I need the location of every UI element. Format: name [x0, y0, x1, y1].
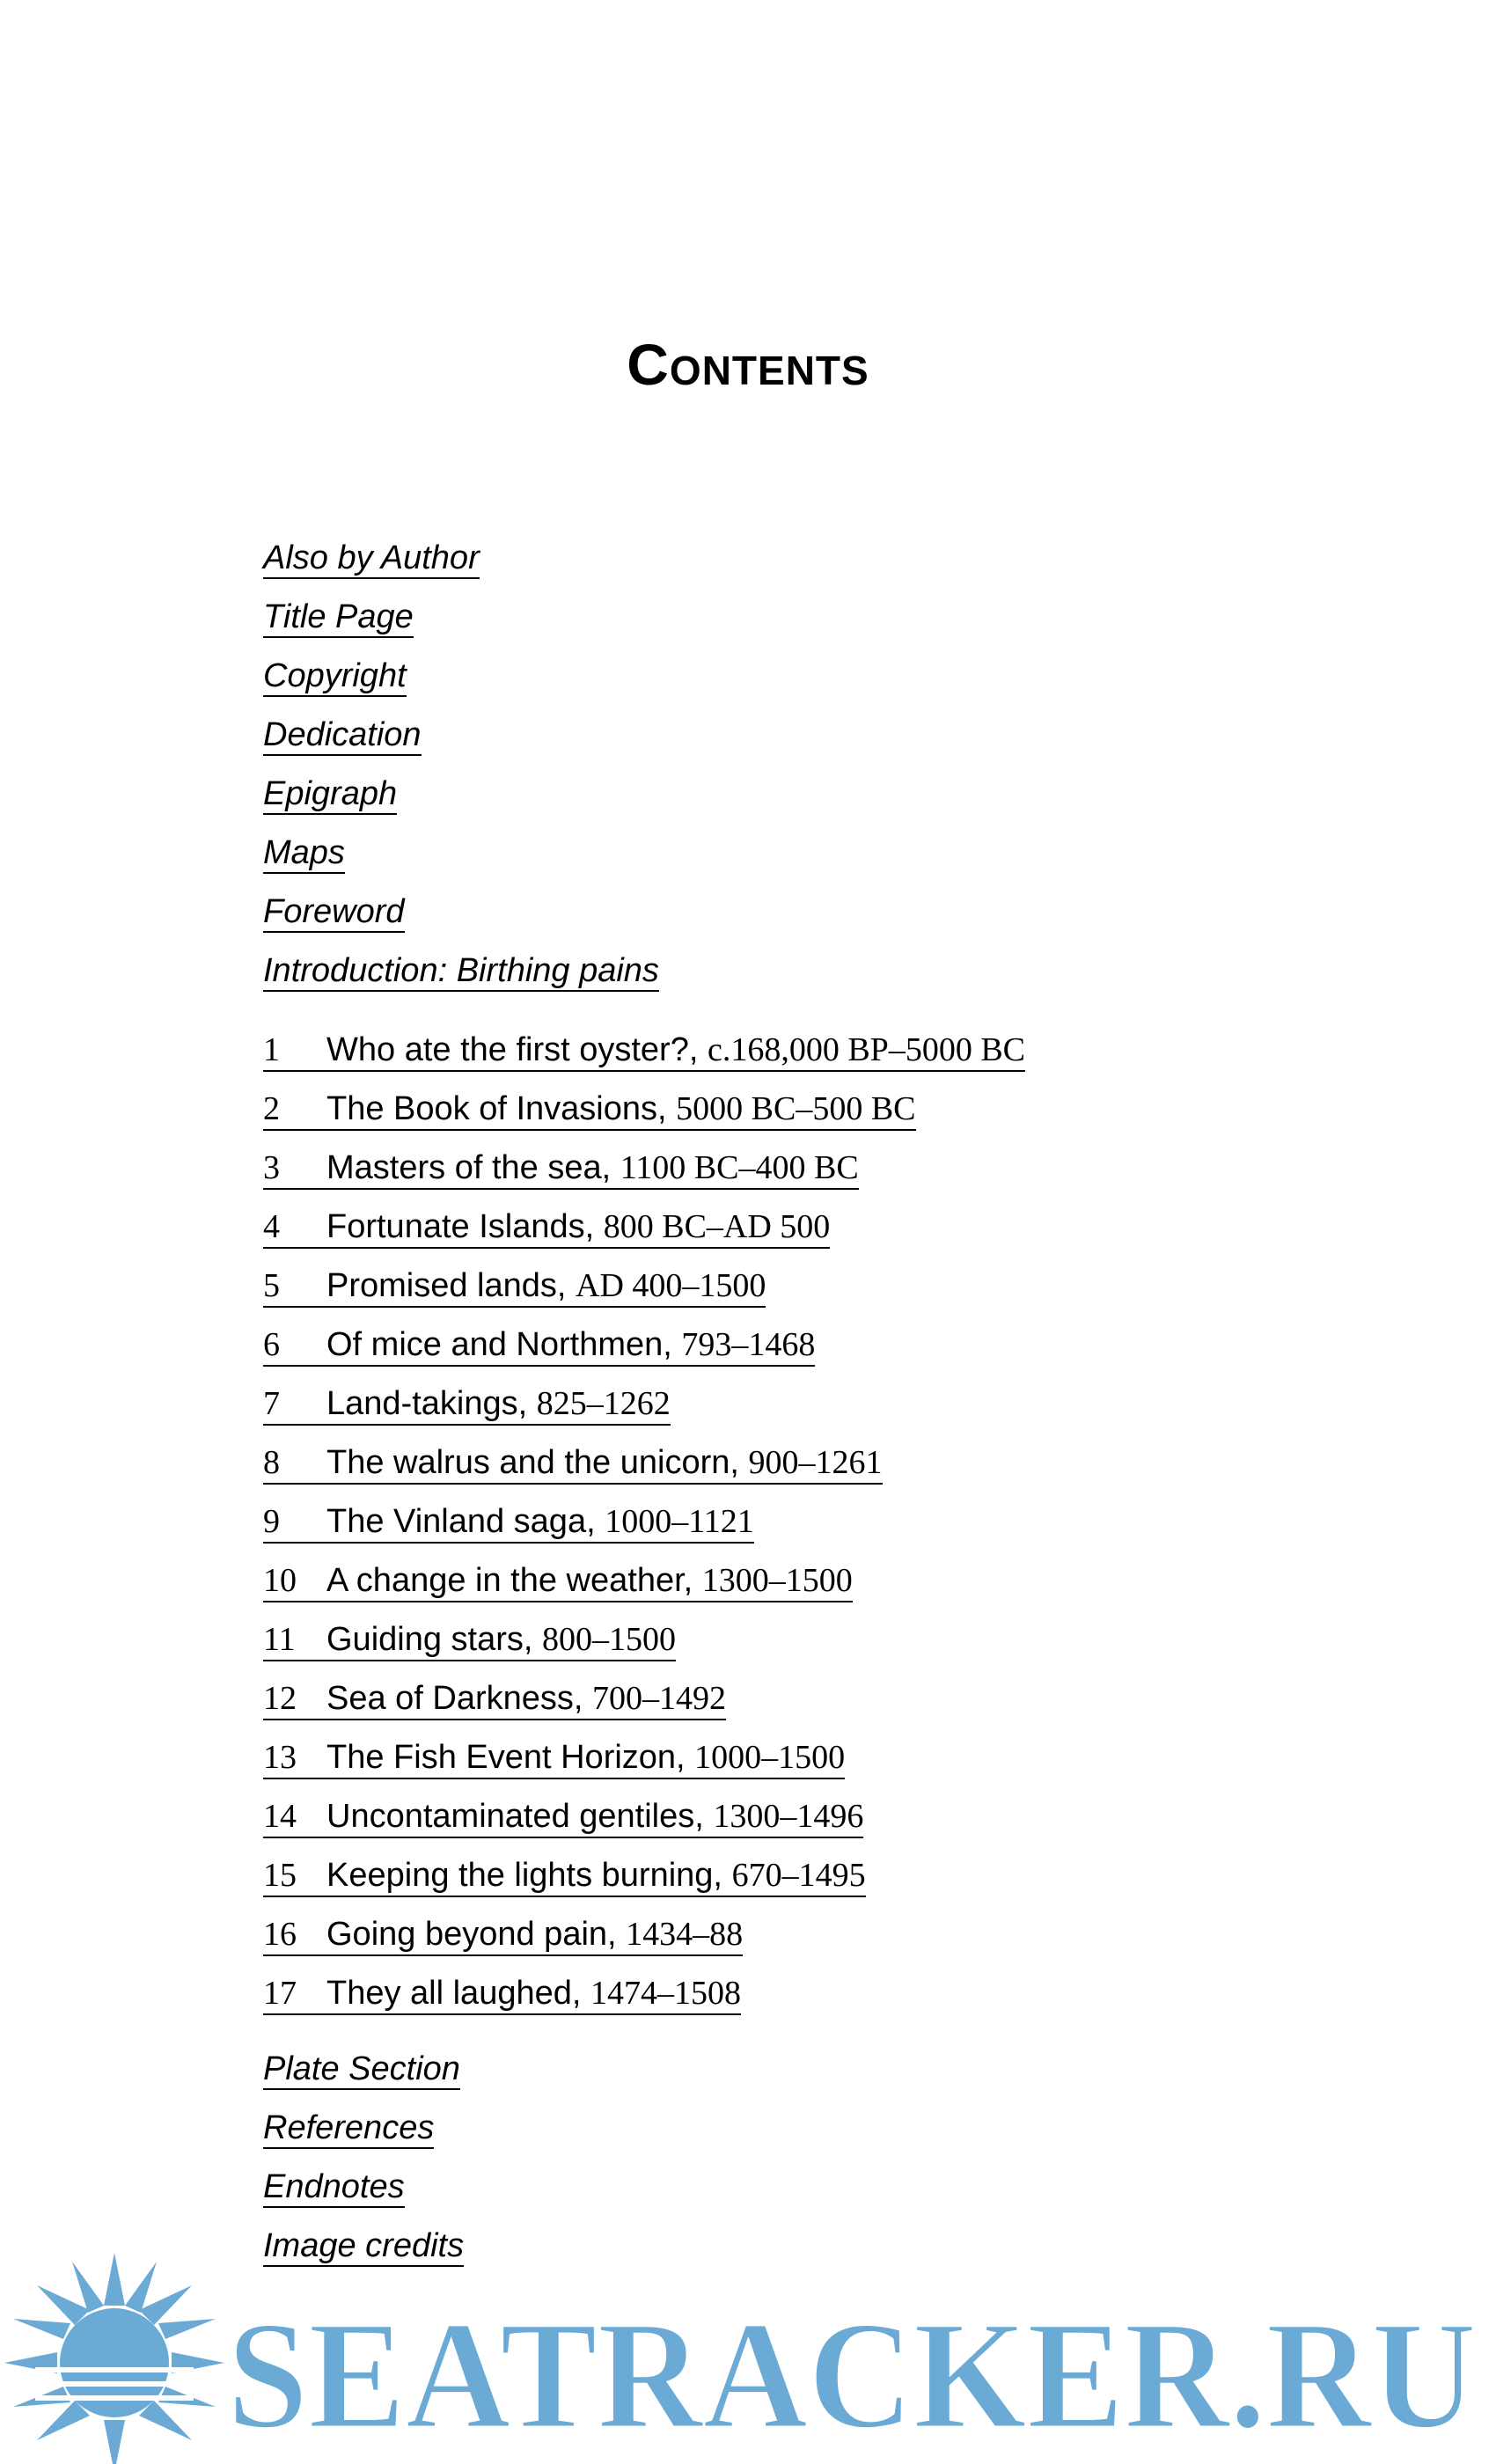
toc-chapter-7[interactable]: 7 Land-takings, 825–1262	[263, 1384, 671, 1426]
toc-chapter-4[interactable]: 4 Fortunate Islands, 800 BC–AD 500	[263, 1207, 830, 1249]
toc-link-also-by-author[interactable]: Also by Author	[263, 539, 480, 577]
toc-link-endnotes[interactable]: Endnotes	[263, 2167, 405, 2206]
page-title	[0, 331, 1496, 398]
toc-chapter-8[interactable]: 8 The walrus and the unicorn, 900–1261	[263, 1443, 883, 1485]
sun-stripe	[35, 2395, 194, 2401]
toc-link-image-credits[interactable]: Image credits	[263, 2226, 464, 2265]
toc-chapter-12[interactable]: 12 Sea of Darkness, 700–1492	[263, 1679, 726, 1720]
toc-chapter-10[interactable]: 10 A change in the weather, 1300–1500	[263, 1561, 853, 1602]
sun-stripe	[35, 2367, 194, 2372]
page-title-text: Contents	[627, 332, 869, 397]
watermark	[0, 2235, 1496, 2464]
toc-chapter-2[interactable]: 2 The Book of Invasions, 5000 BC–500 BC	[263, 1089, 916, 1131]
toc-link-introduction[interactable]: Introduction: Birthing pains	[263, 951, 659, 990]
toc-chapter-13[interactable]: 13 The Fish Event Horizon, 1000–1500	[263, 1738, 845, 1779]
toc-chapter-1[interactable]: 1 Who ate the first oyster?, c.168,000 BP–5000 BC	[263, 1030, 1025, 1072]
toc-link-maps[interactable]: Maps	[263, 833, 345, 872]
toc-link-title-page[interactable]: Title Page	[263, 598, 414, 636]
toc-chapter-17[interactable]: 17 They all laughed, 1474–1508	[263, 1974, 741, 2015]
toc-chapter-16[interactable]: 16 Going beyond pain, 1434–88	[263, 1915, 743, 1956]
watermark-text: SEATRACKER.RU	[227, 2290, 1477, 2461]
toc-chapter-3[interactable]: 3 Masters of the sea, 1100 BC–400 BC	[263, 1148, 859, 1190]
toc-chapter-5[interactable]: 5 Promised lands, AD 400–1500	[263, 1266, 766, 1308]
toc-link-dedication[interactable]: Dedication	[263, 715, 422, 754]
toc-chapter-14[interactable]: 14 Uncontaminated gentiles, 1300–1496	[263, 1797, 863, 1838]
toc-link-copyright[interactable]: Copyright	[263, 656, 407, 695]
toc-chapter-11[interactable]: 11 Guiding stars, 800–1500	[263, 1620, 676, 1661]
toc-chapter-9[interactable]: 9 The Vinland saga, 1000–1121	[263, 1502, 754, 1544]
toc-chapter-15[interactable]: 15 Keeping the lights burning, 670–1495	[263, 1856, 866, 1897]
sun-stripe	[35, 2381, 194, 2387]
sun-icon	[4, 2253, 224, 2464]
toc-link-foreword[interactable]: Foreword	[263, 892, 405, 931]
toc-chapter-6[interactable]: 6 Of mice and Northmen, 793–1468	[263, 1325, 815, 1367]
toc-link-epigraph[interactable]: Epigraph	[263, 774, 397, 813]
toc-link-references[interactable]: References	[263, 2108, 434, 2147]
toc-link-plate-section[interactable]: Plate Section	[263, 2050, 460, 2088]
